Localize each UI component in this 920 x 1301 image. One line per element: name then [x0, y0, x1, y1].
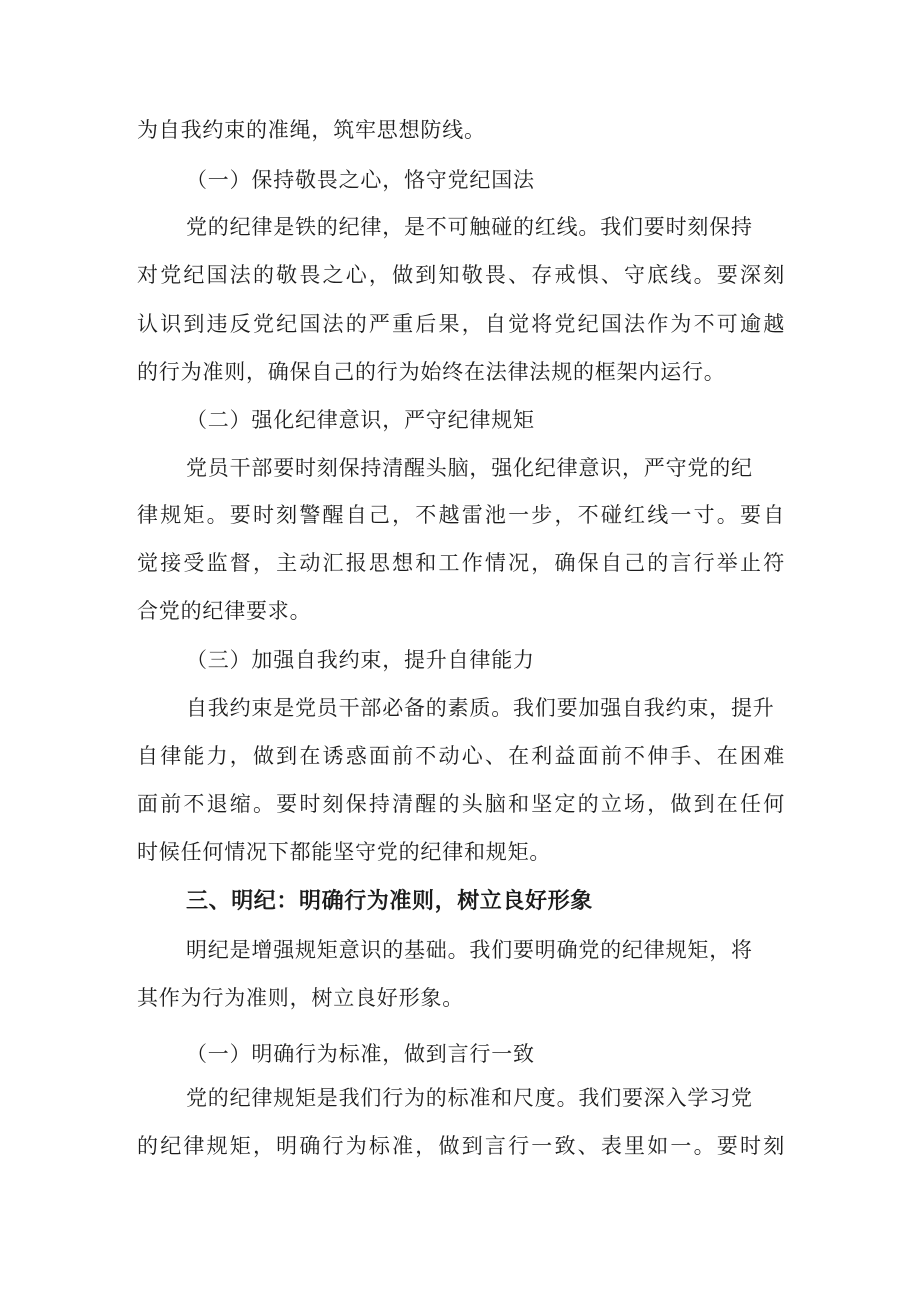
section-heading: 三、明纪：明确行为准则，树立良好形象	[186, 889, 593, 914]
subheading: （一）明确行为标准，做到言行一致	[186, 1042, 535, 1066]
subheading: （二）强化纪律意识，严守纪律规矩	[186, 408, 535, 432]
paragraph-line: 党的纪律规矩是我们行为的标准和尺度。我们要深入学习党	[186, 1086, 753, 1110]
paragraph-line: 的行为准则，确保自己的行为始终在法律法规的框架内运行。	[137, 360, 726, 384]
paragraph-line: 合党的纪律要求。	[137, 599, 312, 623]
paragraph-line: 自我约束是党员干部必备的素质。我们要加强自我约束，提升	[186, 696, 775, 720]
paragraph-line: 为自我约束的准绳，筑牢思想防线。	[137, 118, 486, 142]
paragraph-line: 觉接受监督，主动汇报思想和工作情况，确保自己的言行举止符	[137, 551, 785, 575]
paragraph-line: 认识到违反党纪国法的严重后果，自觉将党纪国法作为不可逾越	[137, 312, 785, 336]
subheading: （三）加强自我约束，提升自律能力	[186, 648, 535, 672]
paragraph-line: 时候任何情况下都能坚守党的纪律和规矩。	[137, 840, 552, 864]
paragraph-line: 党的纪律是铁的纪律，是不可触碰的红线。我们要时刻保持	[186, 215, 753, 239]
paragraph-line: 党员干部要时刻保持清醒头脑，强化纪律意识，严守党的纪	[186, 456, 753, 480]
paragraph-line: 明纪是增强规矩意识的基础。我们要明确党的纪律规矩，将	[186, 938, 753, 962]
paragraph-line: 律规矩。要时刻警醒自己，不越雷池一步，不碰红线一寸。要自	[137, 503, 785, 527]
paragraph-line: 面前不退缩。要时刻保持清醒的头脑和坚定的立场，做到在任何	[137, 792, 785, 816]
subheading: （一）保持敬畏之心，恪守党纪国法	[186, 168, 535, 192]
paragraph-line: 的纪律规矩，明确行为标准，做到言行一致、表里如一。要时刻	[137, 1134, 785, 1158]
paragraph-line: 对党纪国法的敬畏之心，做到知敬畏、存戒惧、守底线。要深刻	[137, 263, 785, 287]
paragraph-line: 其作为行为准则，树立良好形象。	[137, 986, 464, 1010]
paragraph-line: 自律能力，做到在诱惑面前不动心、在利益面前不伸手、在困难	[137, 744, 785, 768]
